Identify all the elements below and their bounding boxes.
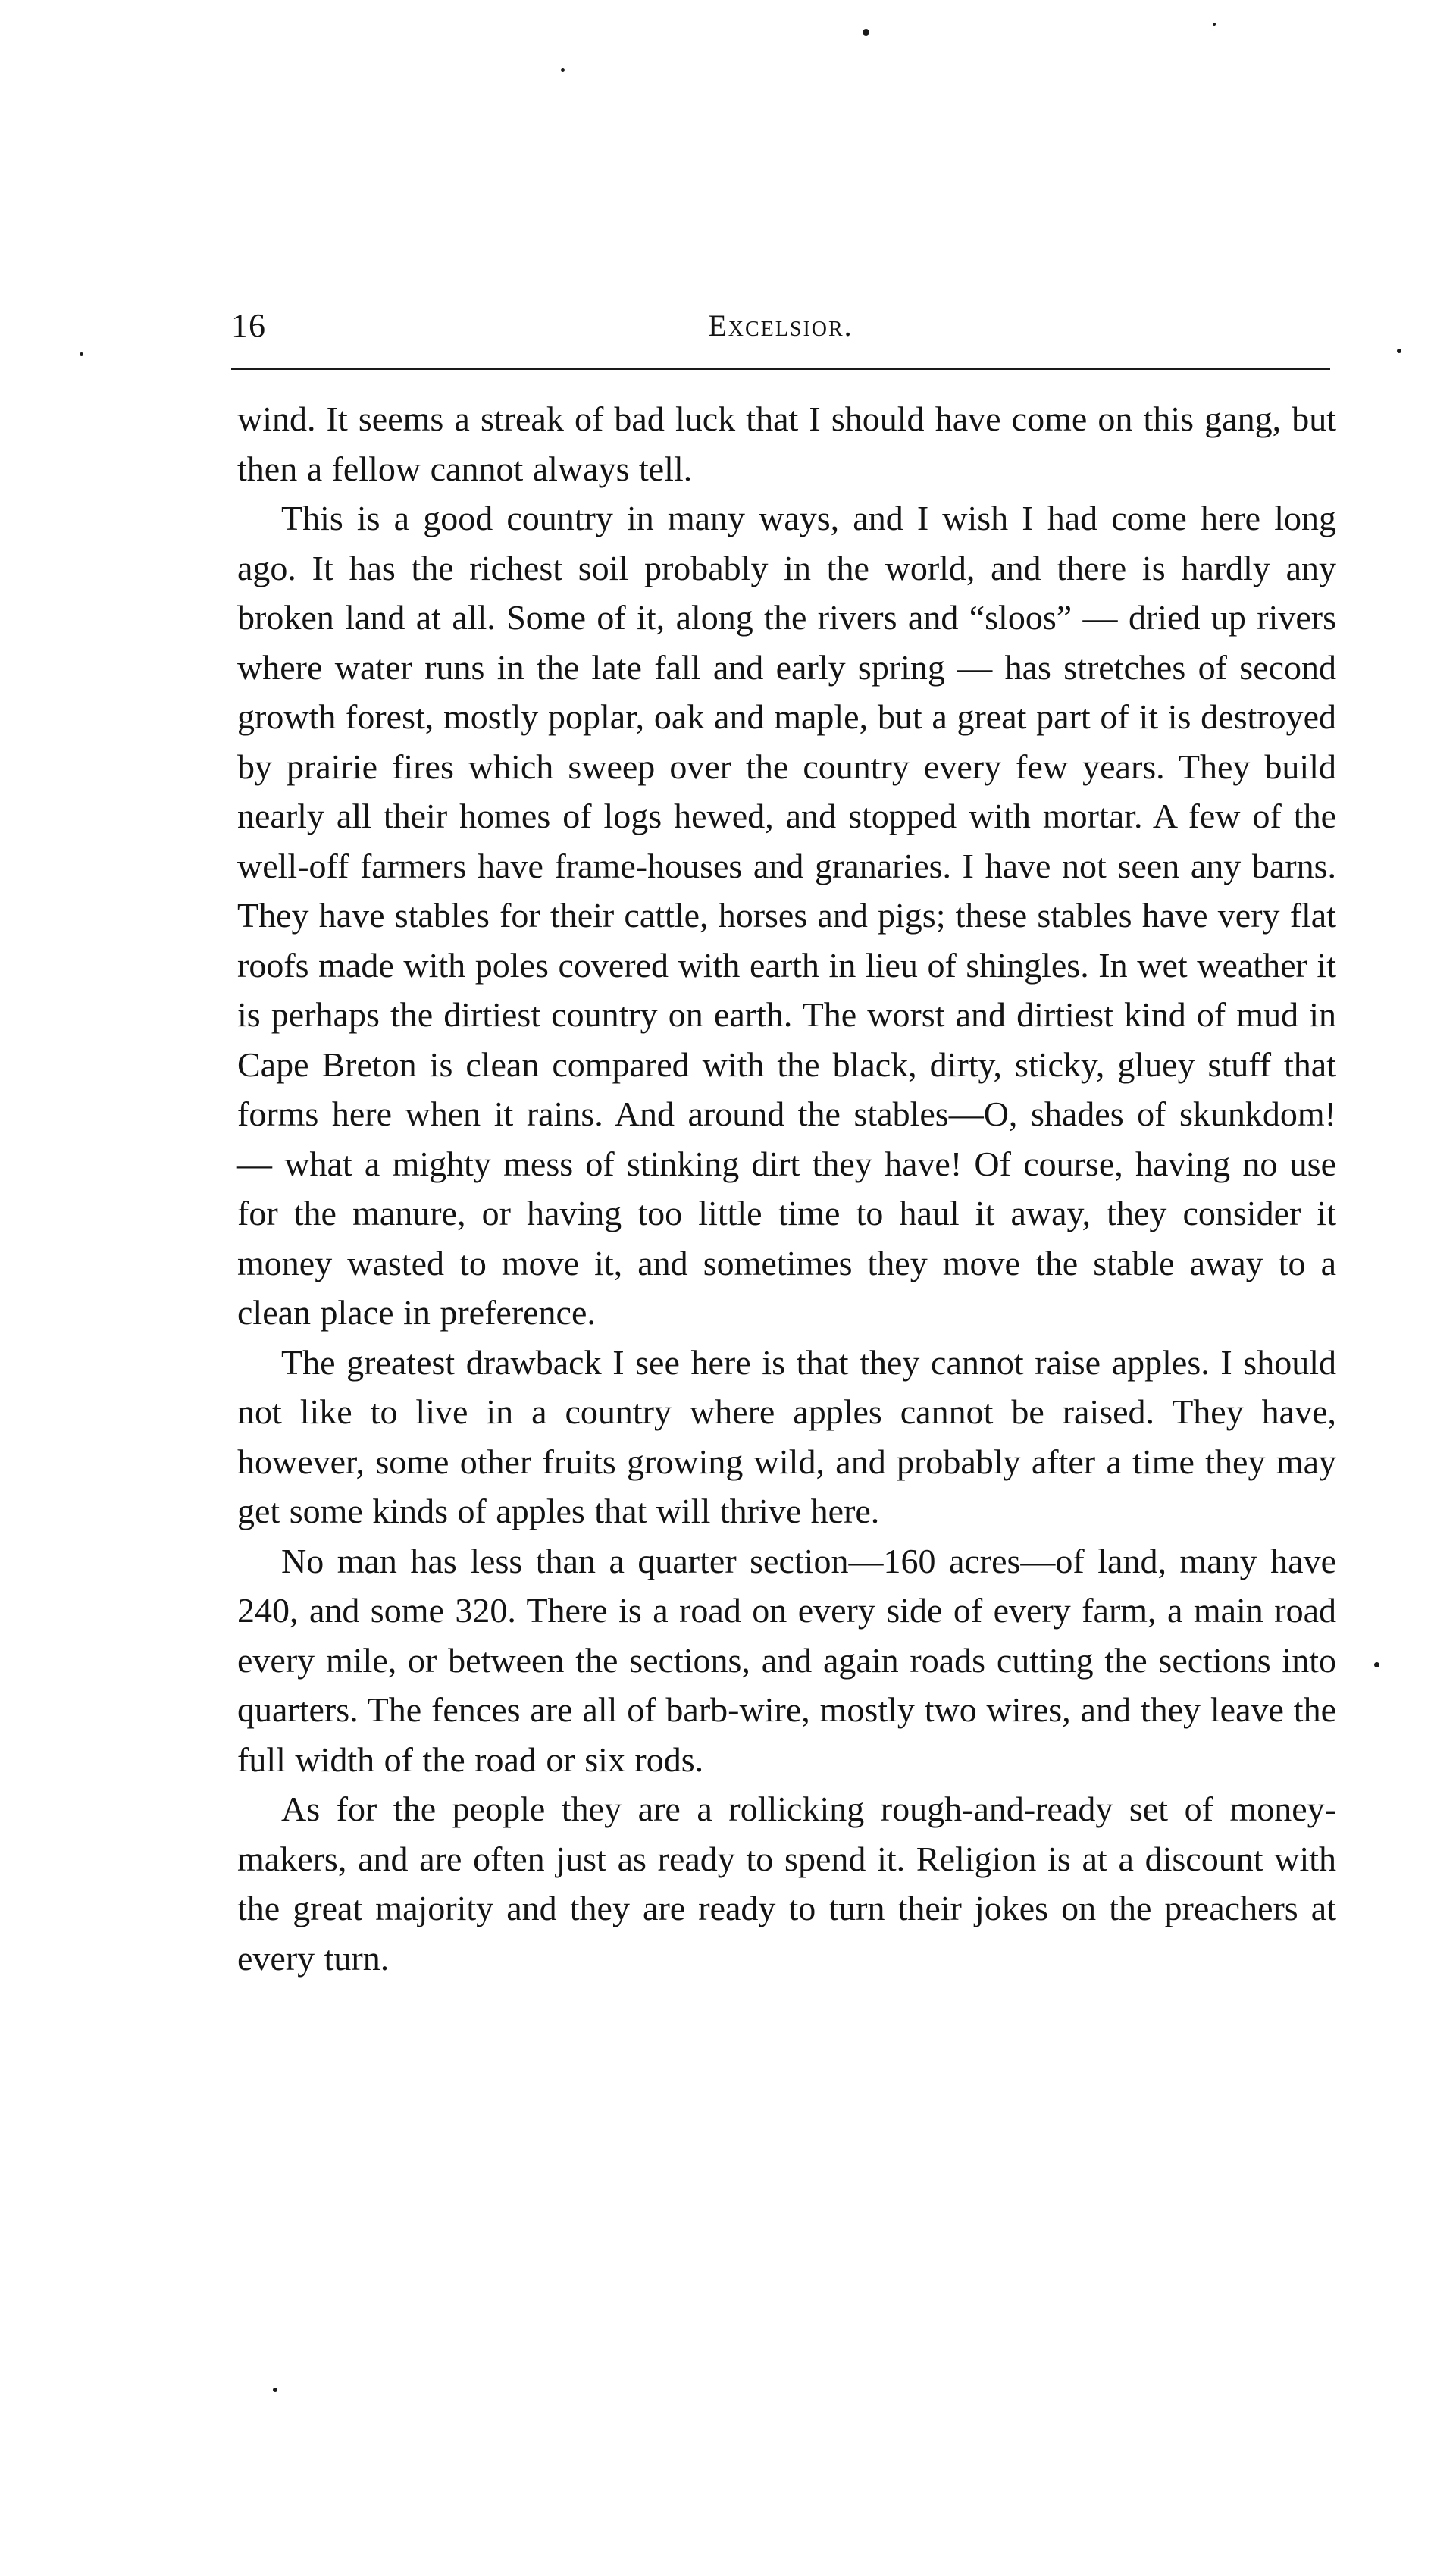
ink-speck	[863, 29, 869, 36]
running-title: Excelsior.	[708, 308, 853, 343]
paragraph: wind. It seems a streak of bad luck that I should have come on this gang, but then a fellow cannot always tell.	[237, 399, 1336, 488]
header-rule	[231, 368, 1330, 370]
page-number: 16	[231, 307, 266, 344]
paragraph: The greatest drawback I see here is that they cannot raise apples. I should not like to live in a country where apples cannot be raised. They have, however, some other fruits growing wild, and probably after a time they may get some kinds of apples that will thrive here.	[237, 1342, 1336, 1530]
ink-speck	[561, 68, 565, 72]
ink-speck	[1213, 23, 1216, 26]
body-text	[237, 394, 1336, 1983]
page-header	[231, 299, 1330, 352]
paragraph: As for the people they are a rollicking rough-and-ready set of money-makers, and are often just as ready to spend it. Religion is at a discount with the great majority and they are ready to turn their jokes on the preachers at every turn.	[237, 1790, 1336, 1978]
paragraph: This is a good country in many ways, and I wish I had come here long ago. It has the richest soil probably in the world, and there is hardly any broken land at all. Some of it, along the rivers and “sloos” — dried up rivers where water runs in the late fall and early spring — has stretches of second growth forest, mostly poplar, oak and maple, but a great part of it is destroyed by prairie fires which sweep over the country every few years. They build nearly all their homes of logs hewed, and stopped with mortar. A few of the well-off farmers have frame-houses and granaries. I have not seen any barns. They have stables for their cattle, horses and pigs; these stables have very flat roofs made with poles covered with earth in lieu of shingles. In wet weather it is perhaps the dirtiest country on earth. The worst and dirtiest kind of mud in Cape Breton is clean compared with the black, dirty, sticky, gluey stuff that forms here when it rains. And around the stables—O, shades of skunkdom! — what a mighty mess of stinking dirt they have! Of course, having no use for the manure, or having too little time to haul it away, they consider it money wasted to move it, and sometimes they move the stable away to a clean place in preference.	[237, 499, 1336, 1332]
paragraph: No man has less than a quarter section—160 acres—of land, many have 240, and some 320. There is a road on every side of every farm, a main road every mile, or between the sections, and again roads cutting the sections into quarters. The fences are all of barb-wire, mostly two wires, and they leave the full width of the road or six rods.	[237, 1541, 1336, 1779]
ink-speck	[80, 352, 83, 356]
ink-speck	[1374, 1662, 1379, 1667]
ink-speck	[1397, 349, 1401, 353]
ink-speck	[273, 2388, 277, 2392]
